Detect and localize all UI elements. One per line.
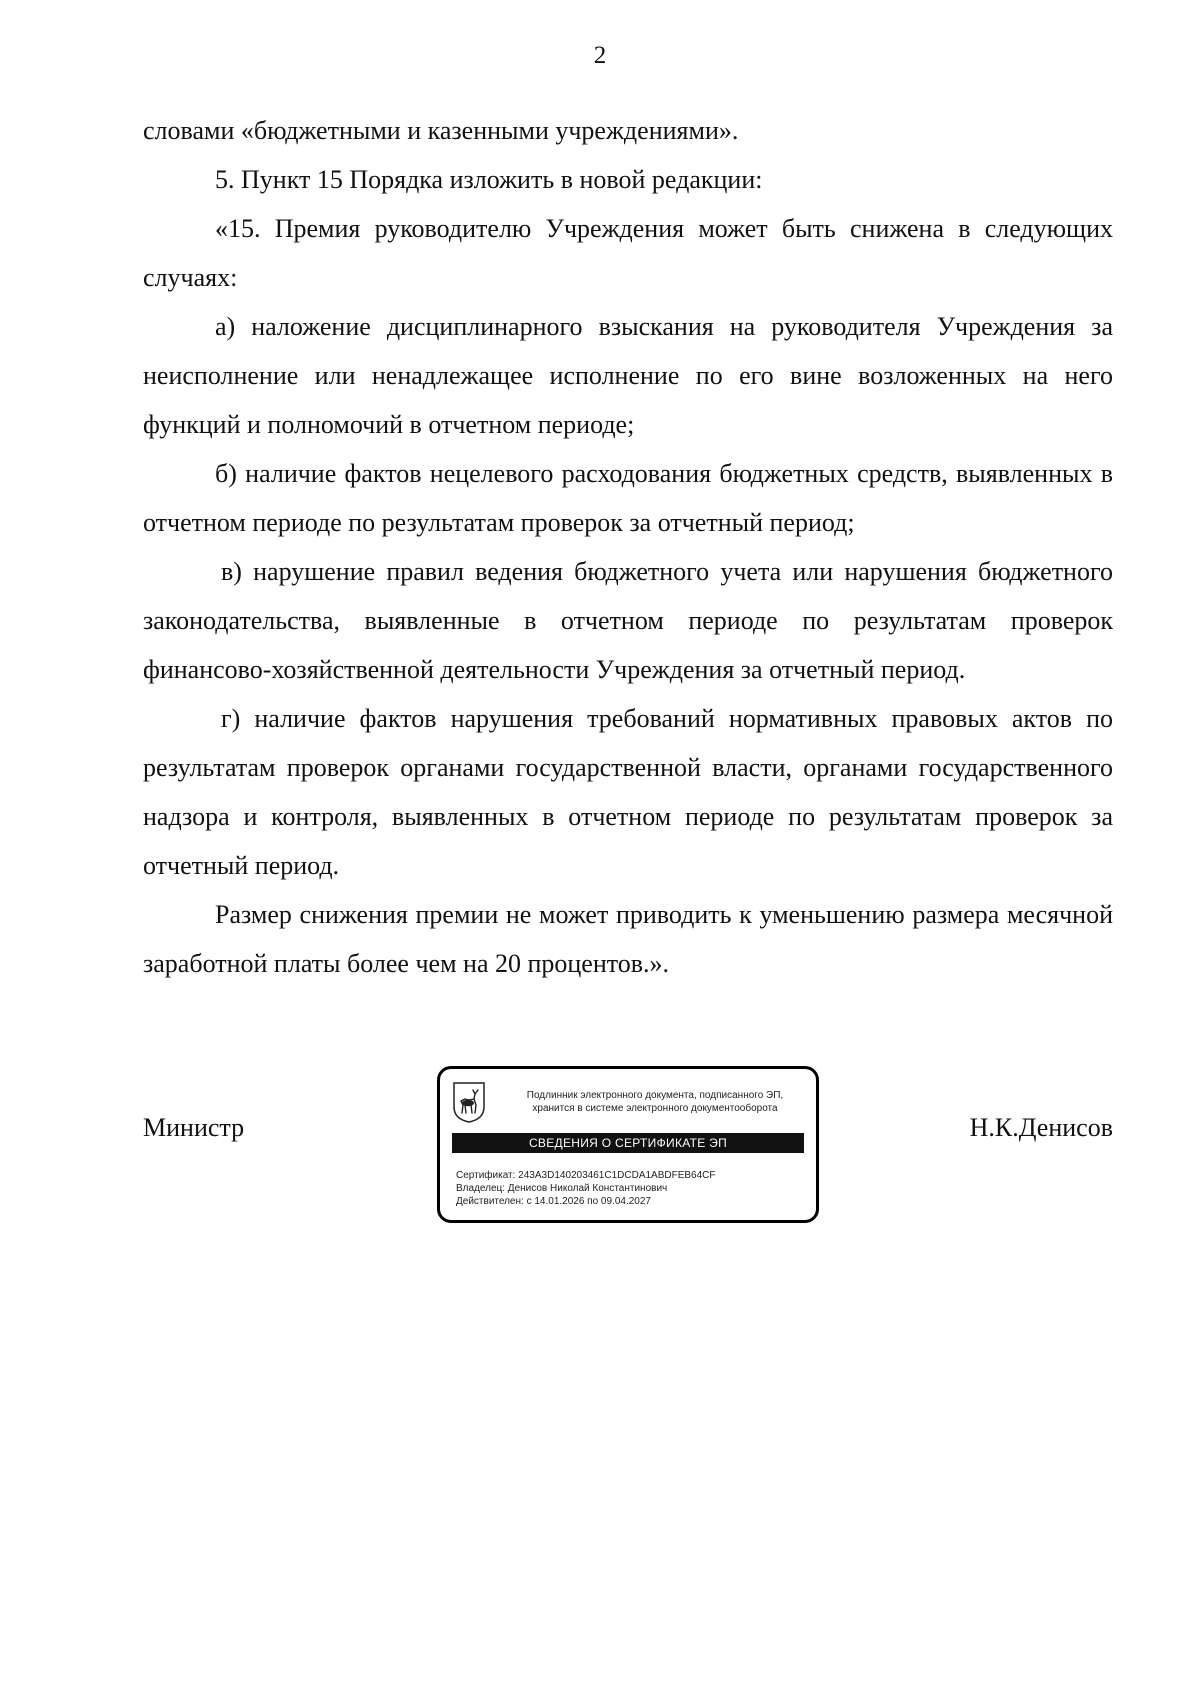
signer-name: Н.К.Денисов: [969, 1113, 1113, 1142]
coat-of-arms-deer-icon: [452, 1081, 486, 1123]
body-text: [143, 106, 1113, 988]
paragraph-continuation: словами «бюджетными и казенными учреждениями».: [143, 116, 739, 145]
paragraph-item-b: б) наличие фактов нецелевого расходования бюджетных средств, выявленных в отчетном периоде по результатам проверок за отчетный период;: [143, 459, 1113, 537]
stamp-title: СВЕДЕНИЯ О СЕРТИФИКАТЕ ЭП: [452, 1133, 804, 1153]
page-number: 2: [593, 42, 607, 69]
certificate-number: Сертификат: 243A3D140203461C1DCDA1ABDFEB64CF: [456, 1170, 716, 1181]
paragraph-point-5: 5. Пункт 15 Порядка изложить в новой редакции:: [215, 165, 763, 194]
paragraph-item-v: в) нарушение правил ведения бюджетного учета или нарушения бюджетного законодательства, выявленные в отчетном периоде по результатам проверок финансово-хозяйственной деятельности Учреждения за отчетный период.: [143, 557, 1113, 684]
paragraph-item-g: г) наличие фактов нарушения требований нормативных правовых актов по результатам проверок органами государственной власти, органами государственного надзора и контроля, выявленных в отчетном периоде по результатам проверок за отчетный период.: [143, 704, 1113, 880]
certificate-validity: Действителен: с 14.01.2026 по 09.04.2027: [456, 1196, 651, 1207]
paragraph-point-15: «15. Премия руководителю Учреждения может быть снижена в следующих случаях:: [143, 214, 1113, 292]
stamp-header: Подлинник электронного документа, подписанного ЭП, хранится в системе электронного документооборота: [526, 1090, 784, 1114]
paragraph-item-a: а) наложение дисциплинарного взыскания на руководителя Учреждения за неисполнение или ненадлежащее исполнение по его вине возложенных на него функций и полномочий в отчетном периоде;: [143, 312, 1113, 439]
signer-position: Министр: [143, 1113, 245, 1142]
paragraph-reduction-limit: Размер снижения премии не может приводить к уменьшению размера месячной заработной платы более чем на 20 процентов.».: [143, 900, 1113, 978]
certificate-owner: Владелец: Денисов Николай Константинович: [456, 1183, 668, 1194]
stamp-info: [456, 1169, 806, 1208]
electronic-signature-stamp: [437, 1066, 819, 1223]
